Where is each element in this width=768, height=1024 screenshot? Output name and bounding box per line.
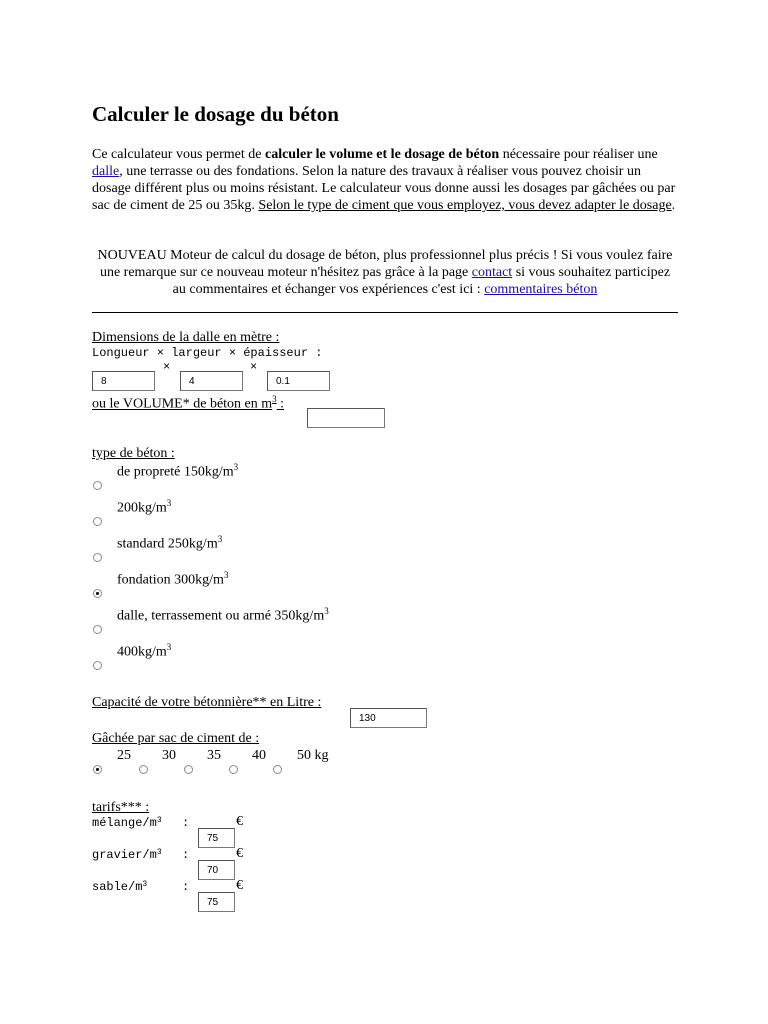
ciment-note: Selon le type de ciment que vous employez, vous devez adapter le dosage bbox=[258, 198, 672, 213]
dimensions-label: Dimensions de la dalle en mètre : bbox=[92, 330, 280, 345]
volume-input[interactable] bbox=[307, 408, 385, 428]
beton-option-label: dalle, terrassement ou armé $350kg/m^3$ bbox=[117, 606, 329, 624]
beton-option-radio[interactable] bbox=[93, 517, 102, 526]
longueur-input[interactable] bbox=[92, 371, 155, 391]
divider bbox=[92, 312, 678, 313]
intro-bold: calculer le volume et le dosage de béton bbox=[264, 147, 500, 162]
gachee-size-radio[interactable] bbox=[184, 765, 193, 774]
dalle-link[interactable]: dalle bbox=[92, 164, 120, 179]
epaisseur-input[interactable] bbox=[267, 371, 330, 391]
gachee-label: Gâchée par sac de ciment de : bbox=[92, 731, 260, 746]
euro-sign: € bbox=[236, 846, 243, 861]
beton-option-radio[interactable] bbox=[93, 625, 102, 634]
beton-option-radio[interactable] bbox=[93, 661, 102, 670]
gachee-size-label: 30 bbox=[162, 748, 176, 763]
gachee-size-label: 35 bbox=[207, 748, 221, 763]
euro-sign: € bbox=[236, 814, 243, 829]
tarif-input[interactable] bbox=[198, 860, 235, 880]
betonniere-label: Capacité de votre bétonnière** en Litre : bbox=[92, 695, 322, 710]
beton-option-label: standard $250kg/m^3$ bbox=[117, 534, 223, 552]
gachee-size-radio[interactable] bbox=[229, 765, 238, 774]
beton-option-label: de propreté $150kg/m^3$ bbox=[117, 462, 239, 480]
largeur-input[interactable] bbox=[180, 371, 243, 391]
volume-label: ou le VOLUME* de béton en $m^3$ : bbox=[92, 394, 285, 412]
beton-option-label: $200kg/m^3$ bbox=[117, 498, 172, 516]
beton-option-label: fondation $300kg/m^3$ bbox=[117, 570, 229, 588]
gachee-size-label: 25 bbox=[117, 748, 131, 763]
gachee-size-label: 40 bbox=[252, 748, 266, 763]
beton-option-radio[interactable] bbox=[93, 481, 102, 490]
beton-option-label: $400kg/m^3$ bbox=[117, 642, 172, 660]
page-title: Calculer le dosage du béton bbox=[92, 102, 339, 126]
tarif-label: mélange/$m^3$ bbox=[92, 816, 162, 830]
tarif-label: sable/$m^3$ bbox=[92, 880, 148, 894]
tarif-colon: : bbox=[182, 848, 190, 862]
times-sign-1: × bbox=[163, 360, 171, 374]
tarif-input[interactable] bbox=[198, 892, 235, 912]
nouveau-notice: NOUVEAU Moteur de calcul du dosage de béton, plus professionnel plus précis ! Si vous voulez faire une remarque sur ce nouveau moteur n'hésitez pas grâce à la page contact si vous souhaitez participez au commentaires et échanger vos expériences c'est ici : commentaires béton bbox=[97, 248, 673, 297]
gachee-size-radio[interactable] bbox=[139, 765, 148, 774]
beton-type-label: type de béton : bbox=[92, 446, 175, 461]
gachee-size-label: 50 kg bbox=[297, 748, 329, 763]
tarifs-label: tarifs*** : bbox=[92, 800, 150, 815]
dimensions-sublabel: Longueur × largeur × épaisseur : bbox=[92, 346, 323, 360]
intro-paragraph: Ce calculateur vous permet de calculer le volume et le dosage de béton nécessaire pour réaliser une dalle, une terrasse ou des fondations. Selon la nature des travaux à réaliser vous pouvez choisir un dosage différent plus ou moins résistant. Le calculateur vous donne aussi les dosages par gâchées ou par sac de ciment de 25 ou 35kg. Selon le type de ciment que vous employez, vous devez adapter le dosage. bbox=[92, 147, 676, 213]
tarif-colon: : bbox=[182, 816, 190, 830]
tarif-colon: : bbox=[182, 880, 190, 894]
times-sign-2: × bbox=[250, 360, 258, 374]
tarif-label: gravier/$m^3$ bbox=[92, 848, 162, 862]
beton-option-radio[interactable] bbox=[93, 589, 102, 598]
tarif-input[interactable] bbox=[198, 828, 235, 848]
gachee-size-radio[interactable] bbox=[93, 765, 102, 774]
gachee-size-radio[interactable] bbox=[273, 765, 282, 774]
euro-sign: € bbox=[236, 878, 243, 893]
betonniere-input[interactable] bbox=[350, 708, 427, 728]
commentaires-link[interactable]: commentaires béton bbox=[484, 282, 598, 297]
beton-option-radio[interactable] bbox=[93, 553, 102, 562]
contact-link[interactable]: contact bbox=[471, 265, 513, 280]
